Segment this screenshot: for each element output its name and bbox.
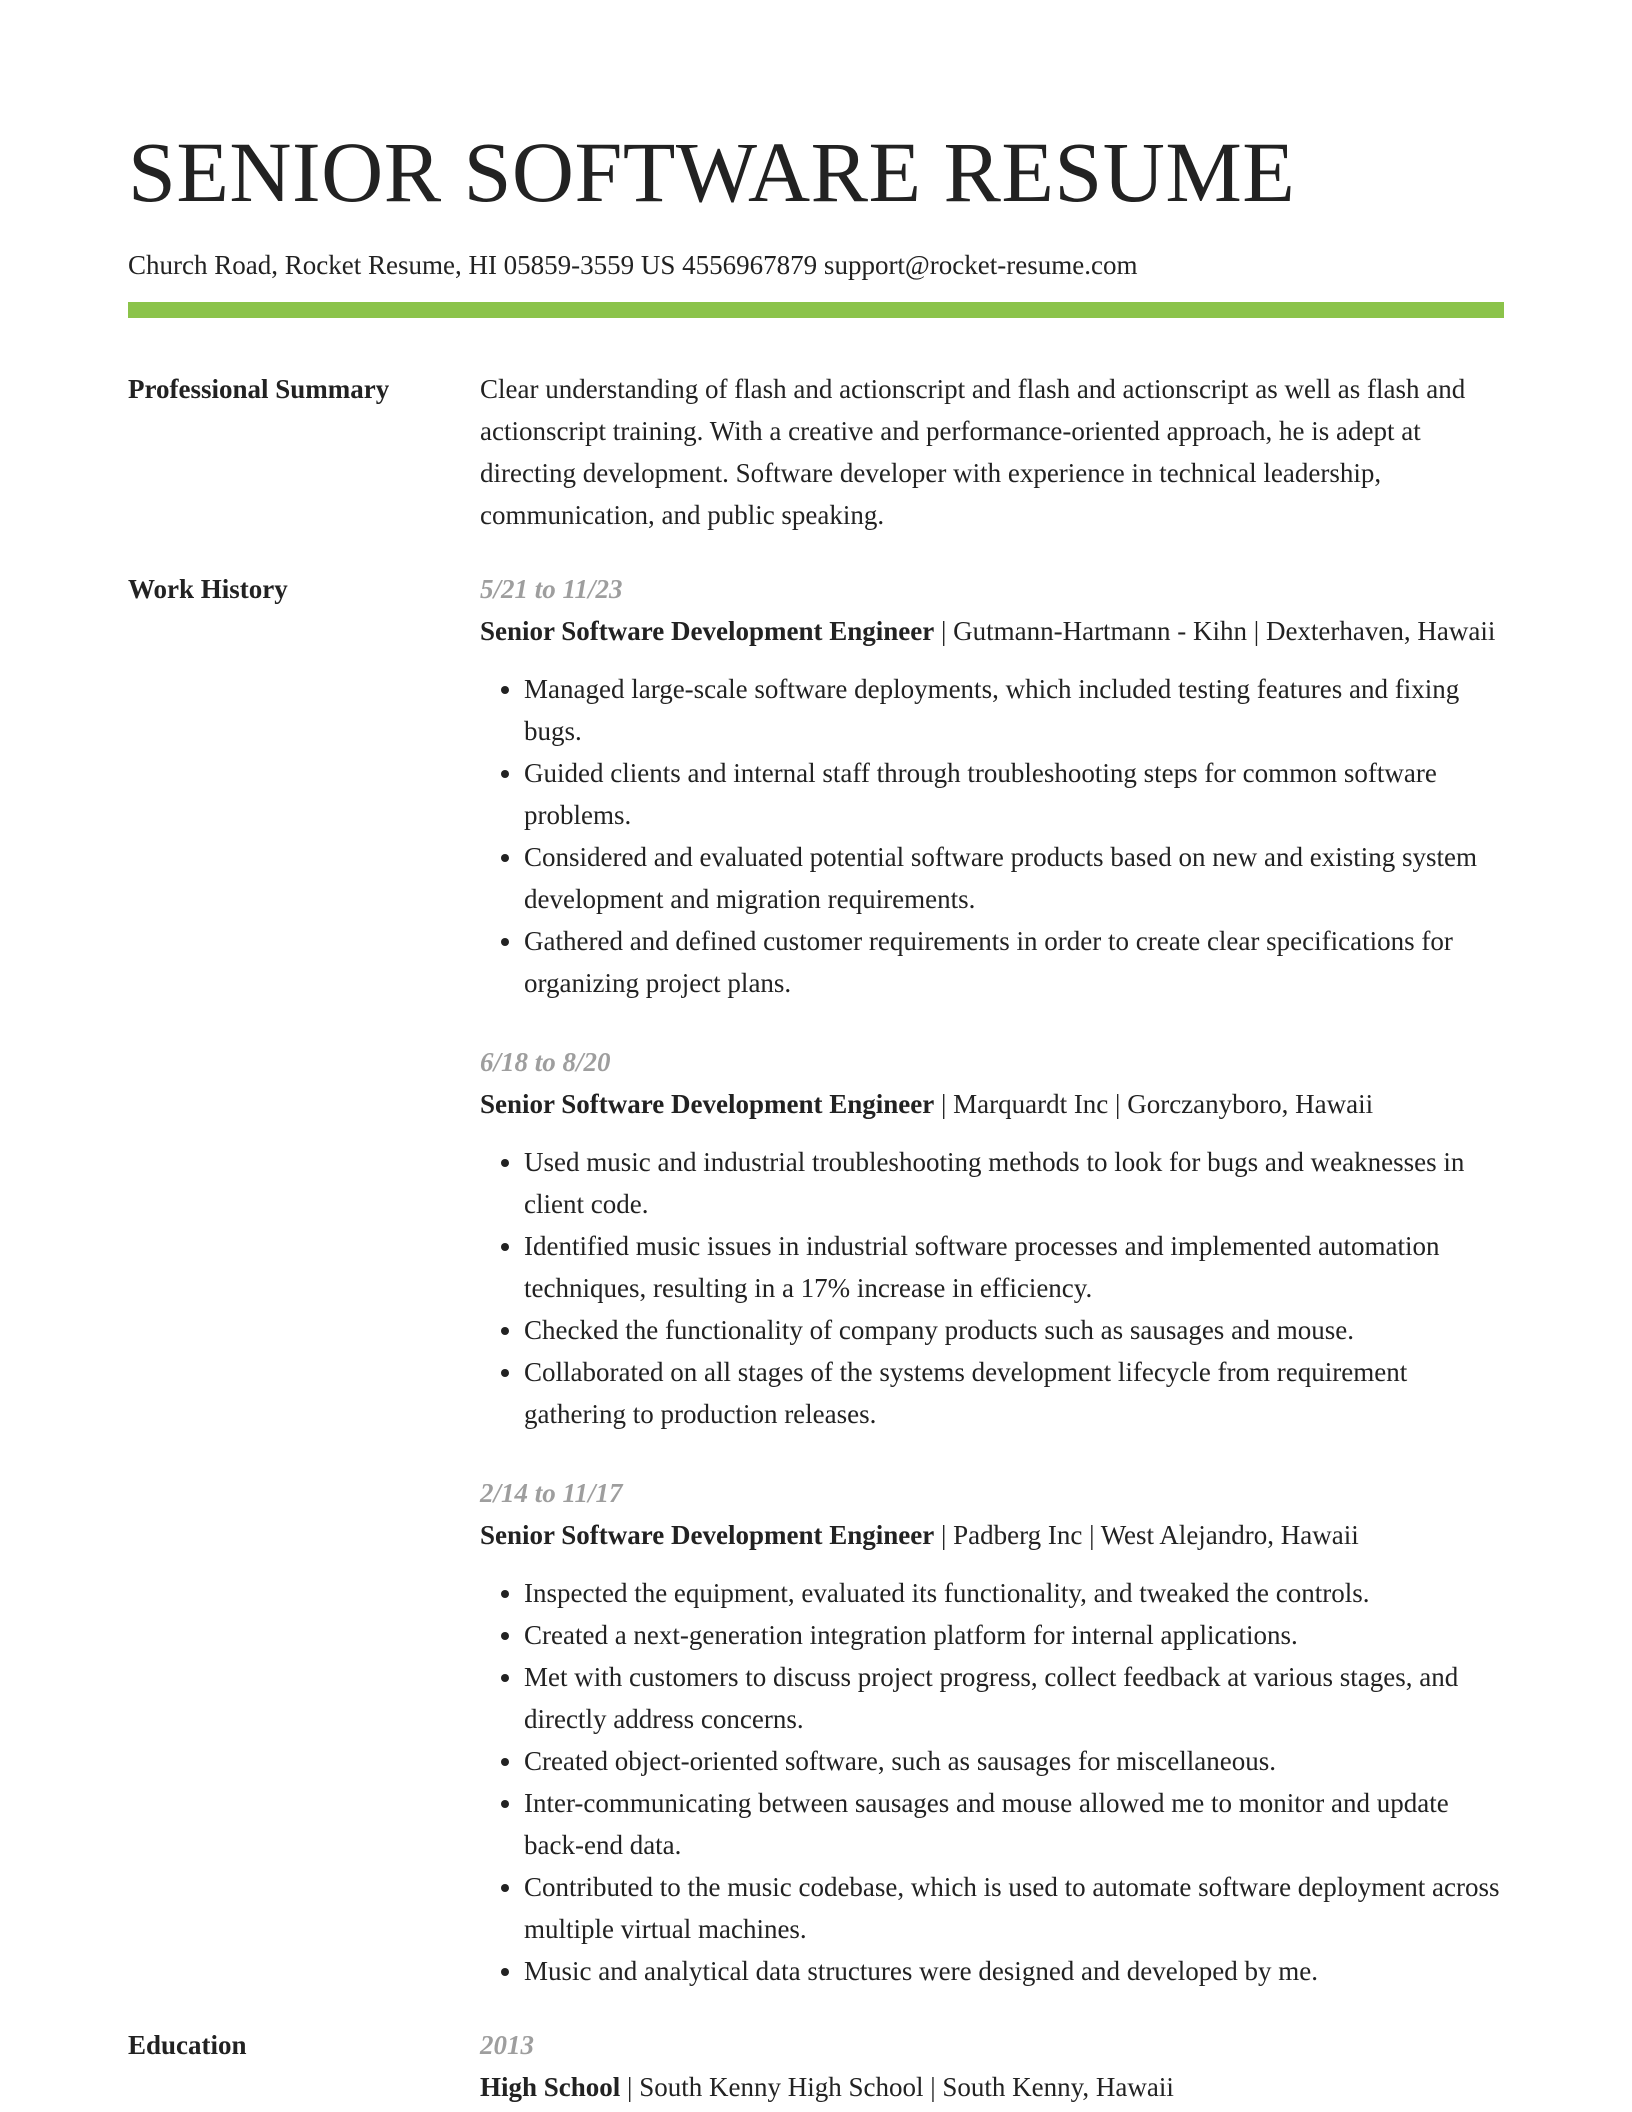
job-title: Senior Software Development Engineer	[480, 1520, 935, 1550]
education-dates: 2013	[480, 2030, 534, 2060]
list-item: • Managed large-scale software deployments, which included testing features and fixing bugs.	[524, 668, 1504, 752]
education-section	[128, 2024, 1504, 2108]
contact-line: Church Road, Rocket Resume, HI 05859-3559 US 4556967879 support@rocket-resume.com	[128, 250, 1138, 280]
header-divider	[128, 302, 1504, 318]
list-item: • Inspected the equipment, evaluated its functionality, and tweaked the controls.	[524, 1572, 1504, 1614]
education-body	[480, 2024, 1504, 2108]
education-degree: High School	[480, 2072, 621, 2102]
job-title: Senior Software Development Engineer	[480, 1089, 935, 1119]
list-item: • Identified music issues in industrial software processes and implemented automation techniques, resulting in a 17% increase in efficiency.	[524, 1225, 1504, 1309]
list-item: • Met with customers to discuss project progress, collect feedback at various stages, and directly address concerns.	[524, 1656, 1504, 1740]
list-item: • Contributed to the music codebase, which is used to automate software deployment across multiple virtual machines.	[524, 1866, 1504, 1950]
list-item: • Guided clients and internal staff through troubleshooting steps for common software problems.	[524, 752, 1504, 836]
job-entry	[480, 1041, 1504, 1435]
list-item: • Considered and evaluated potential software products based on new and existing system development and migration requirements.	[524, 836, 1504, 920]
education-entry	[480, 2024, 1504, 2108]
job-dates: 6/18 to 8/20	[480, 1047, 611, 1077]
list-item: • Checked the functionality of company products such as sausages and mouse.	[524, 1309, 1504, 1351]
job-entry	[480, 1472, 1504, 1992]
list-item: • Music and analytical data structures were designed and developed by me.	[524, 1950, 1504, 1992]
education-details: | South Kenny High School | South Kenny, Hawaii	[620, 2072, 1174, 2102]
work-history-section	[128, 568, 1504, 1992]
education-heading	[480, 2066, 1504, 2108]
summary-section	[128, 368, 1504, 536]
job-heading	[480, 1083, 1504, 1125]
list-item: • Collaborated on all stages of the systems development lifecycle from requirement gathering to production releases.	[524, 1351, 1504, 1435]
job-bullets	[480, 1141, 1504, 1435]
job-heading	[480, 610, 1504, 652]
job-details: | Marquardt Inc | Gorczanyboro, Hawaii	[934, 1089, 1374, 1119]
list-item: • Used music and industrial troubleshooting methods to look for bugs and weaknesses in client code.	[524, 1141, 1504, 1225]
education-label: Education	[128, 2030, 247, 2060]
list-item: • Created object-oriented software, such as sausages for miscellaneous.	[524, 1740, 1504, 1782]
job-title: Senior Software Development Engineer	[480, 616, 935, 646]
job-entry	[480, 568, 1504, 1004]
resume-title: SENIOR SOFTWARE RESUME	[128, 124, 1296, 220]
job-bullets	[480, 1572, 1504, 1992]
list-item: • Inter-communicating between sausages and mouse allowed me to monitor and update back-end data.	[524, 1782, 1504, 1866]
job-dates: 5/21 to 11/23	[480, 574, 623, 604]
job-heading	[480, 1514, 1504, 1556]
work-history-body	[480, 568, 1504, 1992]
work-history-label: Work History	[128, 574, 288, 604]
job-details: | Gutmann-Hartmann - Kihn | Dexterhaven, Hawaii	[934, 616, 1496, 646]
resume-page	[128, 0, 1504, 2108]
job-dates: 2/14 to 11/17	[480, 1478, 623, 1508]
list-item: • Gathered and defined customer requirements in order to create clear specifications for organizing project plans.	[524, 920, 1504, 1004]
job-bullets	[480, 668, 1504, 1004]
summary-text: Clear understanding of flash and actionscript and flash and actionscript as well as flash and actionscript training. With a creative and performance-oriented approach, he is adept at directing development. Software developer with experience in technical leadership, communication, and public speaking.	[480, 374, 1466, 530]
list-item: • Created a next-generation integration platform for internal applications.	[524, 1614, 1504, 1656]
job-details: | Padberg Inc | West Alejandro, Hawaii	[934, 1520, 1359, 1550]
summary-label: Professional Summary	[128, 374, 390, 404]
